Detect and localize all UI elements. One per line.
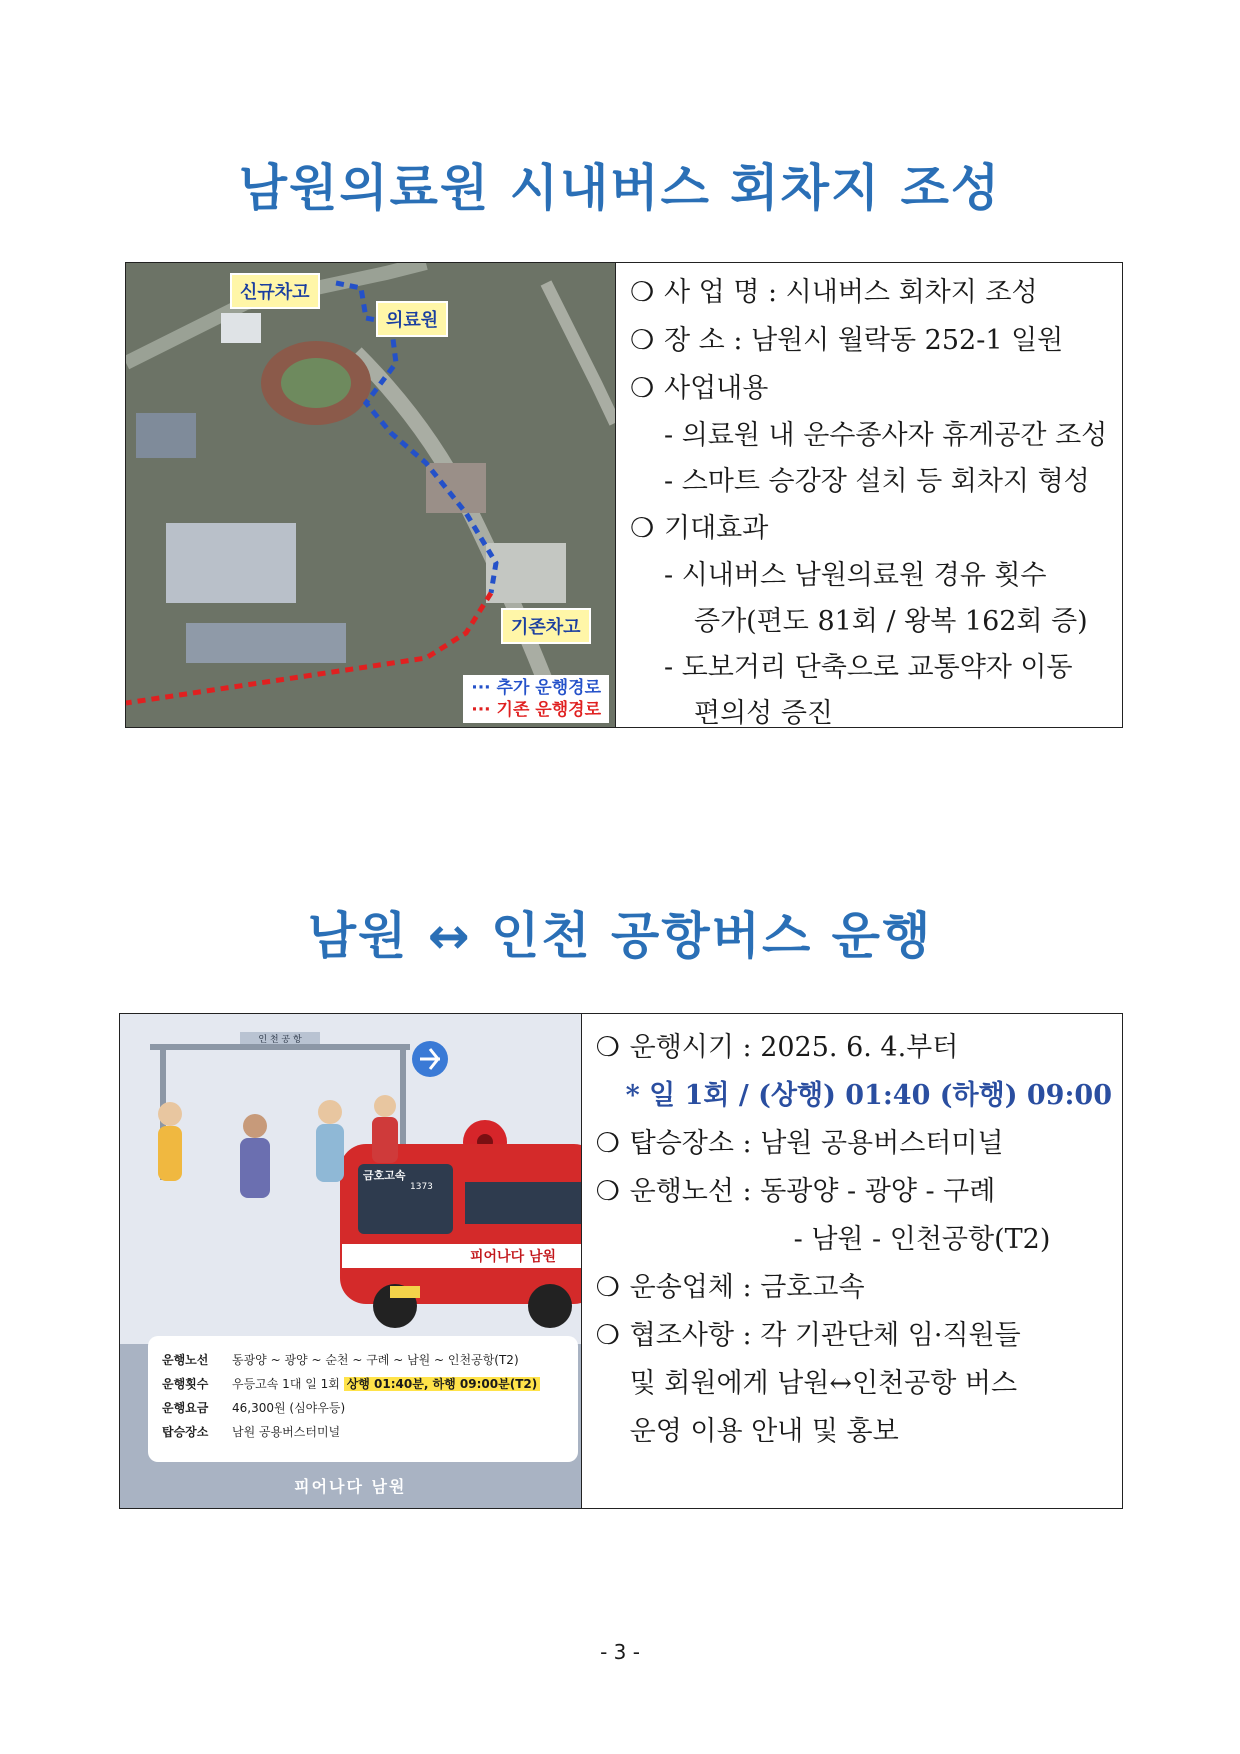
s1-line-3: - 의료원 내 운수종사자 휴게공간 조성 (664, 420, 1108, 451)
airport-sign: 인 천 공 항 (258, 1035, 302, 1045)
card-row: 운행횟수 우등고속 1대 일 1회 상행 01:40분, 하행 09:00분(T2) (162, 1372, 564, 1396)
route-map (126, 263, 616, 727)
card-row: 탑승장소 남원 공용버스터미널 (162, 1425, 341, 1439)
card-row: 운행노선 동광양 ~ 광양 ~ 순천 ~ 구례 ~ 남원 ~ 인천공항(T2) (162, 1353, 519, 1367)
map-legend (463, 675, 609, 723)
tag-existing-garage: 기존차고 (501, 608, 591, 644)
s1-line-9: 편의성 증진 (694, 698, 833, 729)
s1-line-6: - 시내버스 남원의료원 경유 횟수 (664, 560, 1047, 591)
section1-title: 남원의료원 시내버스 회차지 조성 (238, 159, 1002, 217)
bus-side-brand: 피어나다 남원 (470, 1249, 557, 1265)
section2-panel (119, 1013, 1123, 1509)
s1-line-4: - 스마트 승강장 설치 등 회차지 형성 (664, 466, 1090, 497)
s2-line-6: ❍ 협조사항 : 각 기관단체 임·직원들 (595, 1320, 1021, 1351)
s2-line-5: ❍ 운송업체 : 금호고속 (595, 1272, 865, 1303)
s1-line-5: ❍ 기대효과 (630, 513, 769, 544)
s2-line-8: 운영 이용 안내 및 홍보 (629, 1416, 899, 1447)
s1-line-1: ❍ 장 소 : 남원시 월락동 252-1 일원 (630, 325, 1064, 356)
s1-line-0: ❍ 사 업 명 : 시내버스 회차지 조성 (630, 277, 1038, 308)
route-info-card (148, 1336, 578, 1462)
bus-operator-label: 금호고속 (363, 1169, 406, 1182)
section2-title: 남원 ↔ 인천 공항버스 운행 (307, 907, 933, 965)
section1-text (616, 263, 1122, 727)
tag-hospital: 의료원 (376, 301, 448, 337)
s2-line-2: ❍ 탑승장소 : 남원 공용버스터미널 (595, 1128, 1004, 1159)
bus-number: 1373 (410, 1182, 433, 1192)
s2-line-0: ❍ 운행시기 : 2025. 6. 4.부터 (595, 1032, 959, 1063)
legend-existing: ··· 기존 운행경로 (471, 700, 601, 720)
s1-line-8: - 도보거리 단축으로 교통약자 이동 (664, 652, 1073, 683)
s2-line-7: 및 회원에게 남원↔인천공항 버스 (629, 1368, 1018, 1399)
s2-line-4: - 남원 - 인천공항(T2) (793, 1224, 1051, 1255)
brand-logo-text: 피어나다 남원 (294, 1477, 407, 1496)
card-row: 운행요금 46,300원 (심야우등) (162, 1401, 346, 1415)
legend-added: ··· 추가 운행경로 (471, 678, 601, 698)
s2-line-1: * 일 1회 / (상행) 01:40 (하행) 09:00 (625, 1080, 1112, 1111)
s1-line-2: ❍ 사업내용 (630, 373, 769, 404)
bus-illustration (120, 1014, 582, 1508)
section2-text (582, 1014, 1122, 1508)
s1-line-7: 증가(편도 81회 / 왕복 162회 증) (694, 606, 1088, 637)
s2-line-3: ❍ 운행노선 : 동광양 - 광양 - 구례 (595, 1176, 996, 1207)
section1-panel (125, 262, 1123, 728)
page-number: - 3 - (600, 1640, 640, 1664)
tag-new-garage: 신규차고 (230, 273, 320, 309)
